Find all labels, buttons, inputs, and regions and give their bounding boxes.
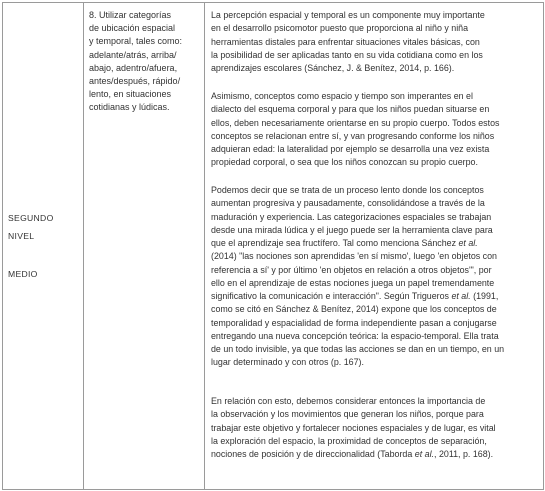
paragraph-line: en el desarrollo psicomotor puesto que proporciona al niño y niña — [211, 23, 469, 34]
paragraph-4 — [211, 395, 541, 461]
category-line: cotidianas y lúdicas. — [89, 102, 170, 113]
category-line: lento, en situaciones — [89, 89, 172, 100]
paragraph-line: adquieran edad: la lateralidad por ejemplo se desarrolla una vez exista — [211, 144, 490, 154]
paragraph-line: lugar determinado y con otros (p. 167). — [211, 357, 364, 368]
paragraph-italic: et al. — [414, 449, 435, 459]
paragraph-line: referencia a sí' y por último 'en objetos en relación a otros objetos'", por — [211, 264, 492, 275]
category-line: de ubicación espacial — [89, 23, 176, 34]
category-line: adelante/atrás, arriba/ — [89, 49, 177, 60]
category-line: 8. Utilizar categorías — [89, 10, 172, 20]
category-line: antes/después, rápido/ — [89, 76, 181, 87]
paragraph-line: La percepción espacial y temporal es un componente muy importante — [211, 10, 485, 20]
paragraph-line: herramientas distales para enfrentar situaciones vitales básicas, con — [211, 36, 480, 47]
paragraph-line: trabajar este objetivo y fortalecer nociones espaciales y de lugar, es vital — [211, 422, 496, 433]
paragraph-line: la observación y los movimientos que generan los niños, porque para — [211, 409, 484, 420]
paragraph-line: temporalidad y espacialidad de forma independiente pasan a conjugarse — [211, 317, 497, 328]
paragraph-text: significativo la comunicación e interacción". Según Trigueros — [211, 291, 452, 301]
paragraph-line — [211, 448, 541, 461]
paragraph-text: , 2011, p. 168). — [434, 449, 494, 459]
paragraph-line: propiedad corporal, o sea que los niños conozcan su propio cuerpo. — [211, 157, 478, 168]
paragraph-line: ellos, deben necesariamente orientarse en su propio cuerpo. Todos estos — [211, 117, 500, 128]
paragraph-line: como se citó en Sánchez & Benítez, 2014) expone que los conceptos de — [211, 304, 497, 315]
paragraph-line: desde una mirada lúdica y el juego puede ser la herramienta clave para — [211, 224, 493, 235]
level-cell — [3, 3, 83, 489]
category-cell — [84, 3, 204, 489]
paragraph-text: que el aprendizaje sea fructífero. Tal como menciona Sánchez — [211, 238, 459, 248]
paragraph-1 — [211, 9, 541, 75]
paragraph-line: entregando una nueva concepción teórica: la espacio-temporal. Ella trata — [211, 330, 499, 341]
category-line: abajo, adentro/afuera, — [89, 62, 178, 73]
paragraph-line: dialecto del esquema corporal y para que los niños puedan situarse en — [211, 104, 490, 115]
paragraph-text: (1991, — [470, 291, 499, 301]
level-label-medio: MEDIO — [8, 269, 38, 279]
paragraph-line: Podemos decir que se trata de un proceso lento donde los conceptos — [211, 185, 484, 195]
paragraph-line — [211, 237, 541, 250]
level-label-segundo: SEGUNDO — [8, 213, 54, 223]
paragraph-3 — [211, 184, 541, 370]
paragraph-line: conceptos se relacionan entre sí, y van progresando conforme los niños — [211, 130, 495, 141]
paragraph-italic: et al. — [458, 238, 478, 248]
paragraph-line: aprendizajes escolares (Sánchez, J. & Benítez, 2014, p. 166). — [211, 63, 455, 73]
paragraph-line: En relación con esto, debemos considerar entonces la importancia de — [211, 396, 486, 406]
paragraph-line: ello en el aprendizaje de estas nociones juega un papel tremendamente — [211, 277, 495, 288]
paragraph-2 — [211, 90, 541, 170]
category-line: y temporal, tales como: — [89, 36, 183, 47]
paragraph-line: aumentan progresiva y pausadamente, consolidándose a través de la — [211, 198, 485, 209]
paragraph-line: (2014) "las nociones son aprendidas 'en sí mismo', luego 'en objetos con — [211, 251, 497, 262]
paragraph-line: Asimismo, conceptos como espacio y tiempo son imperantes en el — [211, 91, 473, 101]
paragraph-italic: et al. — [451, 291, 471, 301]
paragraph-line: maduración y experiencia. Las categorizaciones espaciales se trabajan — [211, 211, 492, 222]
description-cell — [205, 3, 543, 489]
paragraph-line: de un todo invisible, ya que todas las acciones se dan en un tiempo, en un — [211, 344, 505, 354]
paragraph-line: la posibilidad de ser aplicadas tanto en su vida cotidiana como en los — [211, 49, 483, 60]
level-label-nivel: NIVEL — [8, 231, 35, 241]
paragraph-line — [211, 290, 541, 303]
paragraph-line: la exploración del espacio, la proximidad de conceptos de separación, — [211, 435, 487, 446]
content-table — [2, 2, 544, 490]
paragraph-text: nociones de posición y de direccionalidad (Taborda — [211, 449, 415, 459]
category-text — [89, 9, 201, 115]
